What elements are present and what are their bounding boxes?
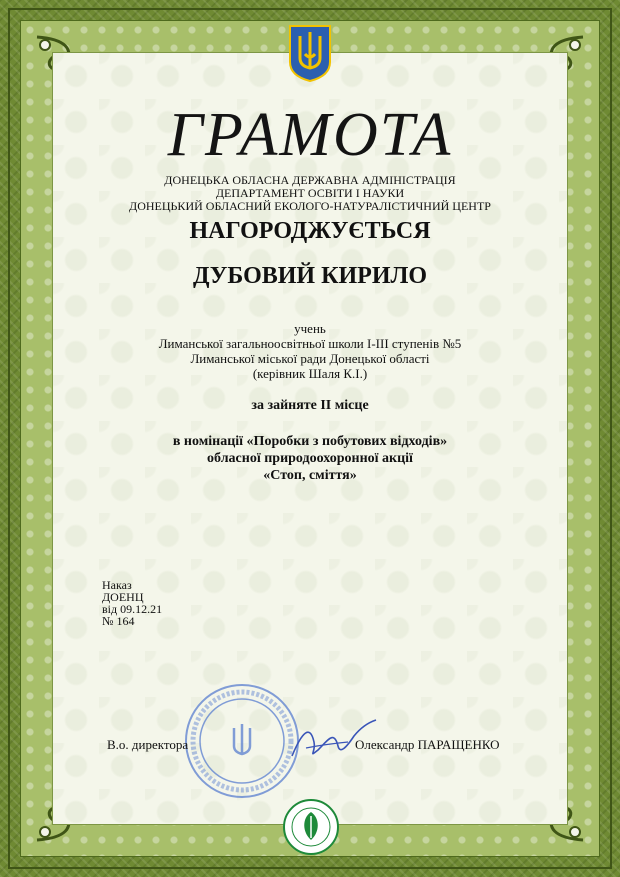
place-text: за зайняте ІІ місце bbox=[251, 398, 369, 413]
stamp-seal bbox=[183, 682, 301, 800]
eco-center-logo bbox=[282, 798, 340, 856]
nomination-line: в номінації «Поробки з побутових відходів» bbox=[172, 434, 448, 449]
order-label: Наказ bbox=[102, 578, 132, 592]
nomination-line: «Стоп, сміття» bbox=[263, 468, 357, 483]
recipient-council: Лиманської міської ради Донецької області bbox=[190, 351, 430, 366]
order-date: від 09.12.21 bbox=[102, 602, 163, 616]
org-line-center: ДОНЕЦЬКИЙ ОБЛАСНИЙ ЕКОЛОГО-НАТУРАЛІСТИЧНИЙ ЦЕНТР bbox=[129, 199, 491, 213]
org-line-department: ДЕПАРТАМЕНТ ОСВІТИ І НАУКИ bbox=[215, 186, 405, 200]
signatory-position: В.о. директора bbox=[107, 737, 189, 752]
recipient-role: учень bbox=[294, 321, 326, 336]
recipient-supervisor: (керівник Шаля К.І.) bbox=[252, 366, 368, 381]
recipient-school: Лиманської загальноосвітньої школи І-ІІІ ступенів №5 bbox=[158, 336, 462, 351]
order-number: № 164 bbox=[102, 614, 135, 628]
org-line-administration: ДОНЕЦЬКА ОБЛАСНА ДЕРЖАВНА АДМІНІСТРАЦІЯ bbox=[164, 173, 456, 187]
signatory-name: Олександр ПАРАЩЕНКО bbox=[355, 737, 500, 752]
certificate-title: ГРАМОТА bbox=[167, 101, 453, 169]
awarded-heading: НАГОРОДЖУЄТЬСЯ bbox=[189, 218, 431, 244]
recipient-name: ДУБОВИЙ КИРИЛО bbox=[192, 263, 428, 289]
trident-icon bbox=[288, 24, 332, 82]
order-issuer: ДОЕНЦ bbox=[102, 590, 144, 604]
nomination-line: обласної природоохоронної акції bbox=[207, 451, 413, 466]
